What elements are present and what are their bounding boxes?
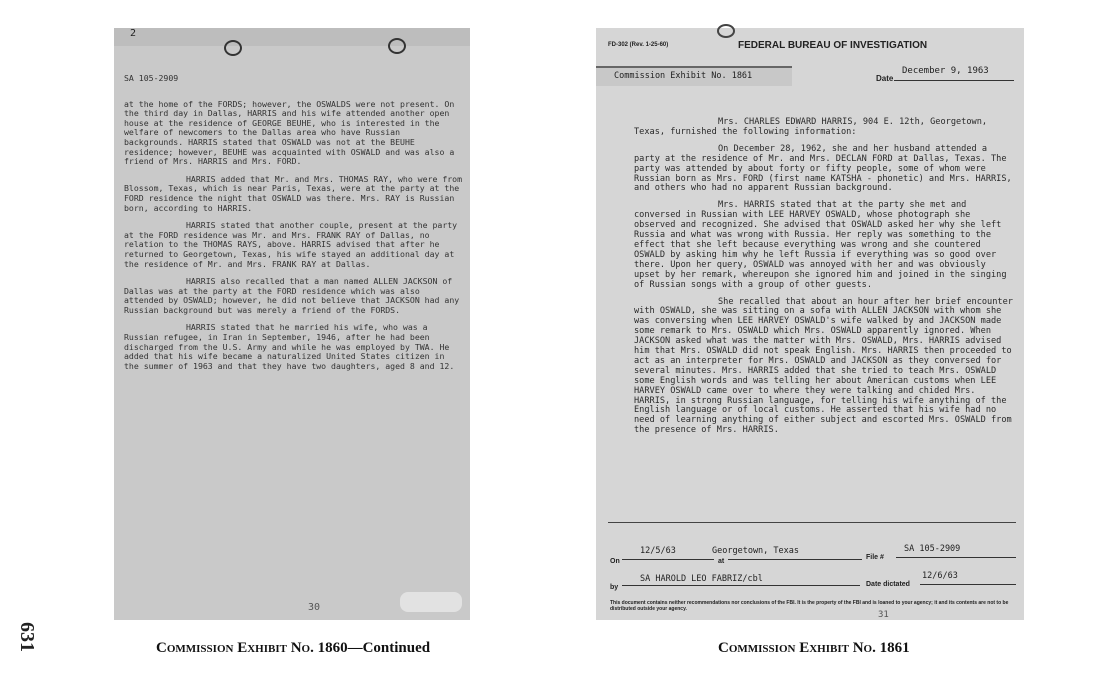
left-paragraph: HARRIS added that Mr. and Mrs. THOMAS RAY, who were from Blossom, Texas, which is near Paris, Texas, were at the party at the FORD residence the night that OSWALD was there. Mrs. RAY is Russian born, according to HARRIS. [124,173,463,213]
punch-hole-icon [224,40,242,56]
left-page-marker: 2 [130,28,137,39]
on-label: On [610,558,620,565]
on-value: 12/5/63 [640,546,676,556]
exhibit-label: Commission Exhibit No. 1861 [614,71,753,81]
left-page-body [124,74,464,379]
left-caption-main: Commission Exhibit No. 1860 [156,640,348,656]
report-date: December 9, 1963 [902,66,989,76]
right-paragraph: On December 28, 1962, she and her husband attended a party at the residence of Mr. and Mrs. DECLAN FORD at Dallas, Texas. The party was attended by about forty or fifty people, some of whom were Russian born as Mrs. FORD (first name KATSHA - phonetic) and Mrs. HARRIS, and others who had no apparent Russian background. [634,143,1012,194]
left-paragraph: HARRIS stated that he married his wife, who was a Russian refugee, in Iran in September, 1946, after he had been discharged from the U.S. Army and while he was employed by TWA. He added that his wife became a naturalized United States citizen in the summer of 1963 and that they have two daughters, aged 8 and 12. [124,322,455,371]
by-rule [622,585,860,586]
dictated-value: 12/6/63 [922,571,958,581]
on-rule [622,559,714,560]
left-document-page [114,28,470,620]
right-caption-text: Commission Exhibit No. 1861 [718,640,910,656]
right-caption [718,640,910,657]
file-value: SA 105-2909 [904,544,961,554]
left-caption-suffix: —Continued [347,640,431,656]
dictated-rule [920,584,1016,585]
right-paragraph: Mrs. HARRIS stated that at the party she met and conversed in Russian with LEE HARVEY OSWALD, whose photograph she observed and recognized. She advised that OSWALD asked her why she left Russia and what was wrong with Russia. Her reply was something to the effect that she left because everything was wrong and she countered OSWALD by asking him why he left Russia if everything was so good over there. Upon her query, OSWALD was annoyed with her and was obviously upset by her remark, whereupon she ignored him and joined in the singing of Russian songs with a group of other guests. [634,200,1007,290]
left-page-smudge [400,592,462,612]
left-paragraph: HARRIS stated that another couple, present at the party at the FORD residence was Mr. and Mrs. FRANK RAY of Dallas, no relation to the THOMAS RAYS, above. HARRIS advised that after he returned to Georgetown, Texas, his wife stayed an additional day at the residence of Mr. and Mrs. FRANK RAY at Dallas. [124,220,458,269]
left-footer-number: 30 [308,602,321,613]
left-file-number: SA 105-2909 [124,73,179,83]
at-rule [728,559,862,560]
at-label: at [718,558,725,565]
date-label: Date [876,74,894,83]
date-rule [894,80,1014,81]
left-page-top-strip [114,28,470,46]
left-caption [156,640,430,657]
exhibit-label-tab [596,66,792,86]
right-paragraph: Mrs. CHARLES EDWARD HARRIS, 904 E. 12th, Georgetown, Texas, furnished the following information: [634,117,988,137]
form-divider [608,522,1016,523]
right-document-page [596,28,1024,620]
left-paragraph: HARRIS also recalled that a man named ALLEN JACKSON of Dallas was at the party at the FORD residence which was also attended by OSWALD; however, he did not believe that JACKSON had any Russian background but was merely a friend of the FORDS. [124,276,460,315]
at-value: Georgetown, Texas [712,546,799,556]
fbi-disclaimer: This document contains neither recommendations nor conclusions of the FBI. It is the property of the FBI and is loaned to your agency; it and its contents are not to be distributed outside your agency. [610,600,1009,612]
right-footer-number: 31 [878,610,889,620]
punch-hole-icon [717,24,735,38]
by-label: by [610,584,619,591]
form-number: FD-302 (Rev. 1-25-60) [608,42,669,48]
dictated-label: Date dictated [866,581,910,588]
file-rule [896,557,1016,558]
page-number [8,622,38,662]
page-number-text: 631 [16,622,38,652]
agency-header: FEDERAL BUREAU OF INVESTIGATION [738,40,928,51]
right-paragraph: She recalled that about an hour after her brief encounter with OSWALD, she was sitting on a sofa with ALLEN JACKSON with whom she was conversing when LEE HARVEY OSWALD's wife walked by and JACKSON made some remark to Mrs. OSWALD which Mrs. OSWALD apparently ignored. When JACKSON asked what was the matter with Mrs. OSWALD, Mrs. HARRIS advised him that Mrs. OSWALD did not speak English. Mrs. HARRIS then proceeded to act as an interpreter for Mrs. OSWALD and JACKSON as they conversed for several minutes. Mrs. HARRIS added that she tried to teach Mrs. OSWALD some English words and was telling her about American customs when LEE HARVEY OSWALD came over to where they were talking and chided Mrs. HARRIS, in strong Russian language, for telling his wife anything of the English language or of local customs. He asserted that his wife had no need of learning anything of either subject and escorted Mrs. OSWALD from the presence of Mrs. HARRIS. [634,296,1013,436]
left-paragraph: at the home of the FORDS; however, the OSWALDS were not present. On the third day in Dallas, HARRIS and his wife attended another open house at the residence of GEORGE BEUHE, who is interested in the welfare of newcomers to the Dallas area who have Russian backgrounds. HARRIS stated that OSWALD was not at the BEUHE residence; however, BEUHE was acquainted with OSWALD and was also a friend of Mrs. HARRIS and Mrs. FORD. [124,98,455,167]
file-label: File # [866,554,884,561]
right-page-body [634,118,1014,443]
by-value: SA HAROLD LEO FABRIZ/cbl [640,574,763,584]
punch-hole-icon [388,38,406,54]
